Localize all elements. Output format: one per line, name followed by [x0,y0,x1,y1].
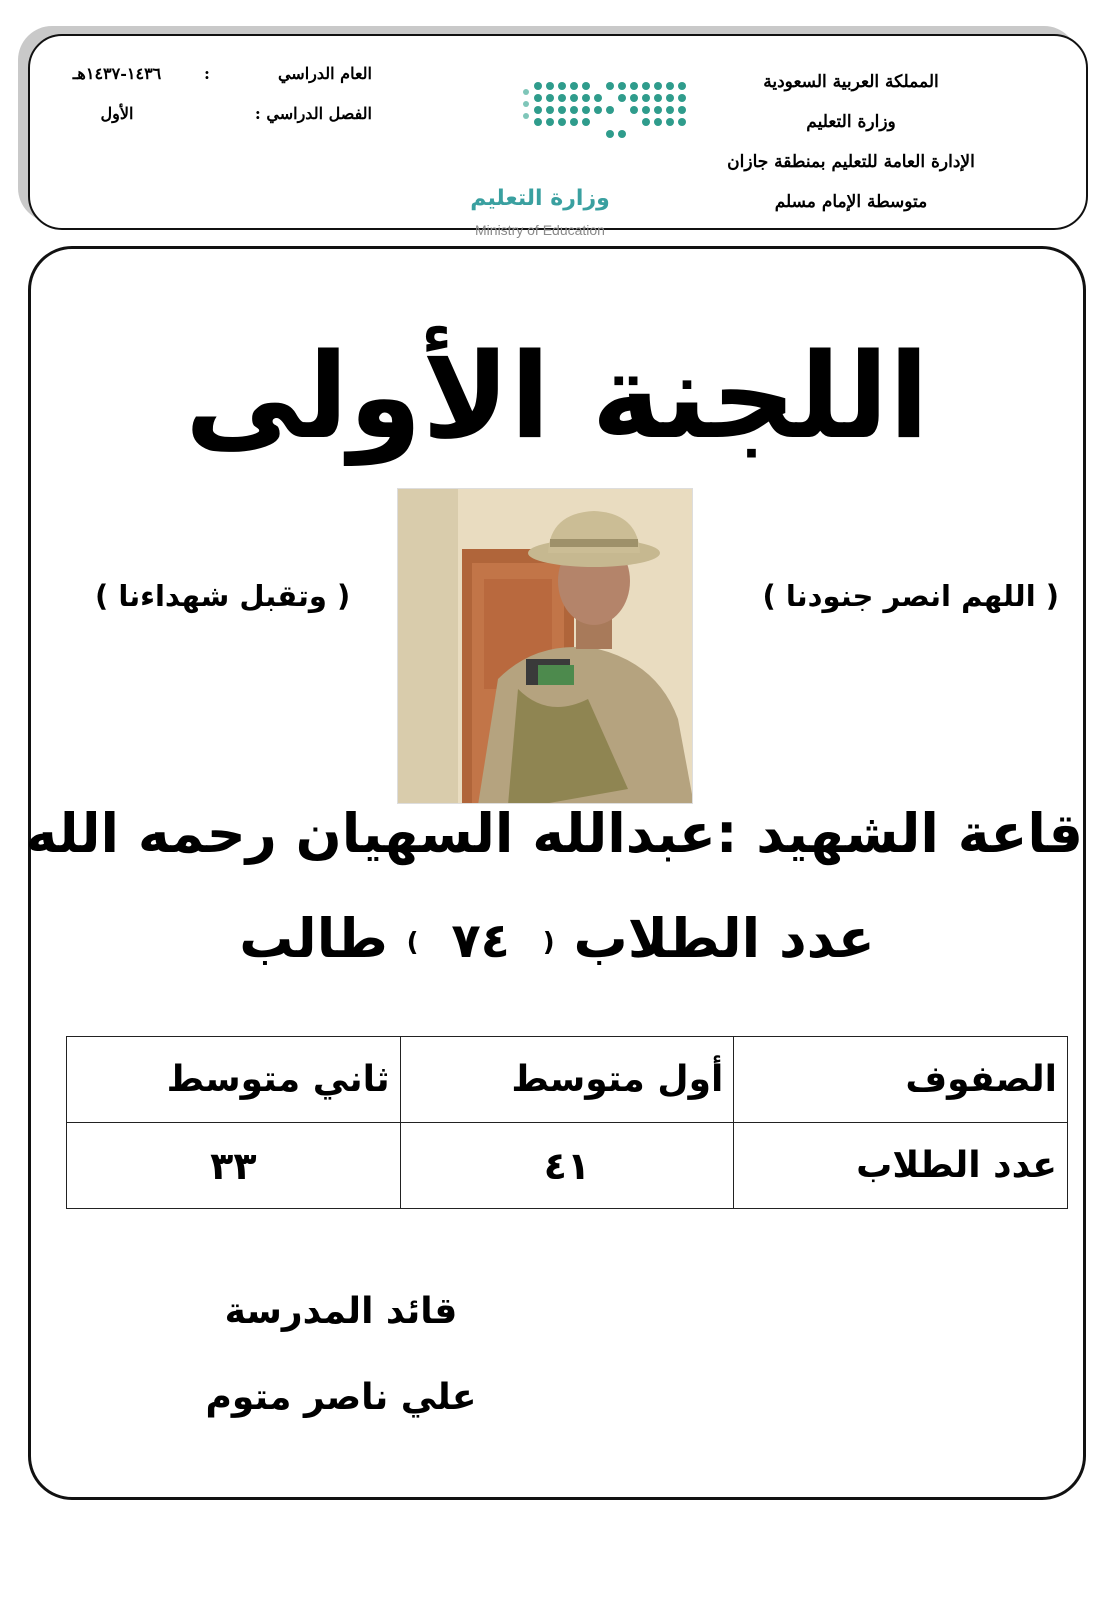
academic-year-separator: : [204,64,210,83]
student-count-value: ٧٤ [451,913,510,969]
logo-dots-icon [450,76,690,146]
count-grade-1: ٤١ [400,1123,734,1209]
directorate-line: الإدارة العامة للتعليم بمنطقة جازان [727,152,975,172]
academic-info [52,54,372,134]
student-count-label: عدد الطلاب [573,907,875,970]
school-line: متوسطة الإمام مسلم [774,192,928,212]
ministry-line: وزارة التعليم [806,112,896,132]
term-value: الأول [100,104,134,123]
martyr-photo [397,488,693,804]
row-header-count: عدد الطلاب [734,1123,1068,1209]
kingdom-line: المملكة العربية السعودية [763,72,939,92]
letterhead [28,34,1088,238]
table-row [67,1037,1068,1123]
principal-title: قائد المدرسة [224,1291,458,1332]
student-count [31,899,1083,982]
soldier-portrait-icon [398,489,693,804]
term-spacer [192,94,222,134]
principal-signature [151,1269,531,1441]
count-grade-2: ٣٣ [67,1123,401,1209]
academic-year-label: العام الدراسي [277,64,372,83]
count-open-paren: ( [542,927,555,958]
grades-table [66,1036,1068,1209]
logo-english-text: Ministry of Education [475,222,605,238]
term-row [52,94,372,134]
ministry-block [686,62,1016,222]
table-row [67,1123,1068,1209]
academic-year-row [52,54,372,94]
column-grade-2: ثاني متوسط [67,1037,401,1123]
committee-title: اللجنة الأولى [184,327,930,465]
committee-card [25,246,1086,1500]
logo-arabic-text: وزارة التعليم [470,186,610,211]
ministry-logo [450,76,710,236]
prayer-martyrs: ( وتقبل شهداءنا ) [95,579,351,613]
prayer-soldiers: ( اللهم انصر جنودنا ) [762,579,1059,613]
principal-name: علي ناصر متوم [205,1377,477,1418]
academic-year-value: ١٤٣٦-١٤٣٧هـ [72,64,162,83]
count-close-paren: ) [406,927,419,958]
student-count-unit: طالب [239,907,388,970]
column-grade-1: أول متوسط [400,1037,734,1123]
row-header-grades: الصفوف [734,1037,1068,1123]
hall-name: قاعة الشهيد :عبدالله السهيان رحمه الله [25,802,1083,865]
term-label: الفصل الدراسي : [254,104,372,123]
